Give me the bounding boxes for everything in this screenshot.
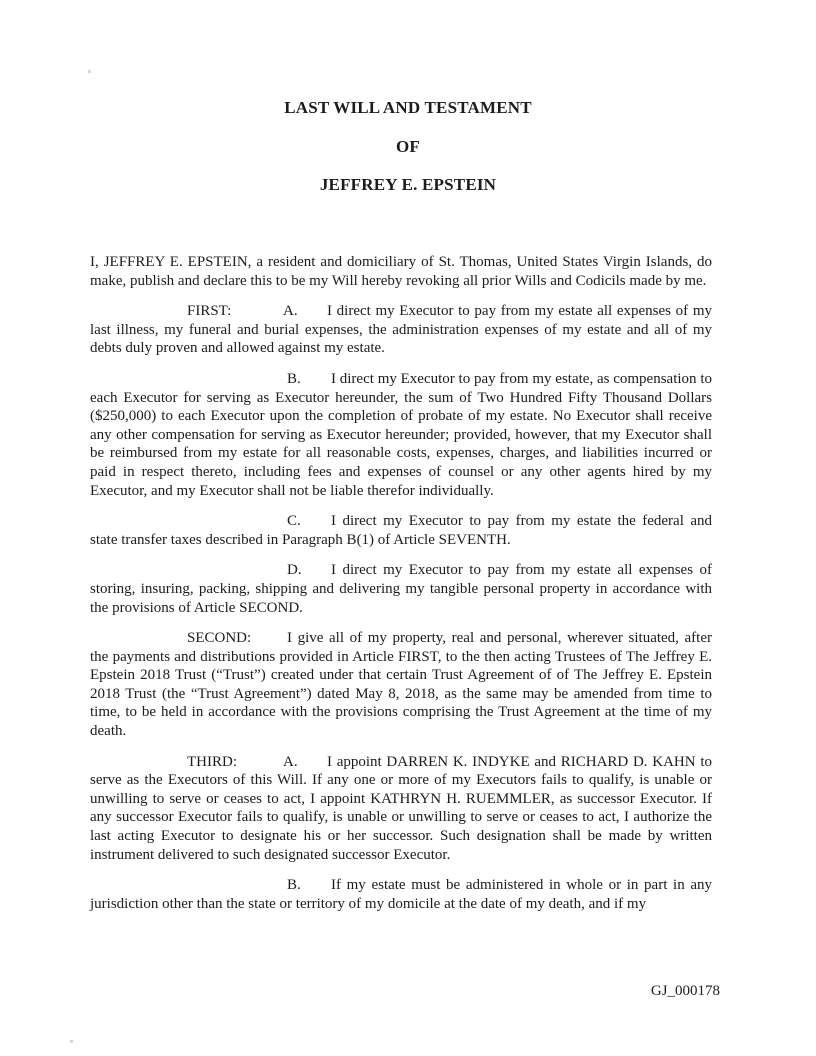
scan-speck — [70, 1040, 73, 1043]
testator-name: JEFFREY E. EPSTEIN — [319, 175, 497, 194]
paragraph-letter: D. — [287, 562, 302, 579]
document-title-of: OF — [395, 137, 420, 156]
article-second — [90, 629, 712, 741]
article-first-d — [90, 561, 712, 617]
article-first-c — [90, 512, 712, 549]
paragraph-letter: B. — [287, 370, 301, 387]
scan-speck — [88, 70, 91, 73]
paragraph-text: I direct my Executor to pay from my estate all expenses of storing, insuring, packing, shipping and delivering my tangible personal property in accordance with the provisions of Article SECOND. — [90, 562, 712, 616]
paragraph-letter: B. — [287, 877, 301, 894]
paragraph-text: I direct my Executor to pay from my estate, as compensation to each Executor for serving as Executor hereunder, the sum of Two Hundred Fifty Thousand Dollars ($250,000) to each Executor upon the completion of probate of my estate. No Executor shall receive any other compensation for serving as Executor hereunder; provided, however, that my Executor shall be reimbursed from my estate for all reasonable costs, expenses, charges, and liabilities incurred or paid in respect thereto, including fees and expenses of counsel or any other agents hired by my Executor, and my Executor shall not be liable therefor individually. — [90, 370, 712, 499]
article-label: FIRST: — [187, 303, 232, 320]
bates-number: GJ_000178 — [650, 983, 720, 999]
will-body — [90, 253, 712, 925]
paragraph-text: I direct my Executor to pay from my estate all expenses of my last illness, my funeral and burial expenses, the administration expenses of my estate and all of my debts duly proven and allowed against my estate. — [90, 303, 712, 357]
article-label: THIRD: — [187, 753, 237, 770]
paragraph-text: If my estate must be administered in whole or in part in any jurisdiction other than the state or territory of my domicile at the date of my death, and if my — [90, 877, 712, 912]
document-title: LAST WILL AND TESTAMENT — [284, 98, 532, 117]
paragraph-letter: A. — [283, 303, 298, 320]
article-third-a — [90, 753, 712, 865]
paragraph-text: I appoint DARREN K. INDYKE and RICHARD D. KAHN to serve as the Executors of this Will. If any one or more of my Executors fails to qualify, is unable or unwilling to serve or ceases to act, I appoint KATHRYN H. RUEMMLER, as successor Executor. If any successor Executor fails to qualify, is unable or unwilling to serve or ceases to act, I authorize the last acting Executor to designate his or her successor. Such designation shall be made by written instrument delivered to such designated successor Executor. — [90, 753, 712, 863]
paragraph-letter: C. — [287, 513, 301, 530]
article-first-b — [90, 370, 712, 500]
article-first-a — [90, 302, 712, 358]
intro-paragraph: I, JEFFREY E. EPSTEIN, a resident and domiciliary of St. Thomas, United States Virgin Islands, do make, publish and declare this to be my Will hereby revoking all prior Wills and Codicils made by me. — [90, 254, 712, 289]
article-third-b — [90, 876, 712, 913]
paragraph-text: I give all of my property, real and personal, wherever situated, after the payments and distributions provided in Article FIRST, to the then acting Trustees of The Jeffrey E. Epstein 2018 Trust (“Trust”) created under that certain Trust Agreement of of The Jeffrey E. Epstein 2018 Trust (the “Trust Agreement”) dated May 8, 2018, as the same may be amended from time to time, to be held in accordance with the provisions comprising the Trust Agreement at the time of my death. — [90, 630, 712, 740]
article-label: SECOND: — [187, 630, 252, 647]
paragraph-letter: A. — [283, 753, 298, 770]
paragraph-text: I direct my Executor to pay from my estate the federal and state transfer taxes described in Paragraph B(1) of Article SEVENTH. — [90, 513, 712, 548]
